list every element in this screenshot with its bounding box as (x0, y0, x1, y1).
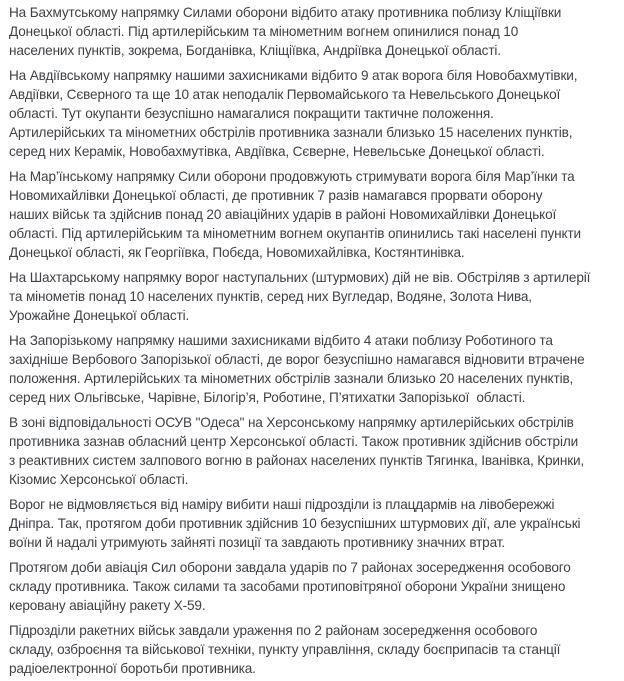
text-line: складу противника. Також силами та засобами протиповітряної оборони України знищено (9, 579, 566, 594)
text-line: населених пунктів, зокрема, Богданівка, Кліщіївка, Андріївка Донецької області. (9, 43, 501, 58)
text-line: області. Під артилерійським та мінометним вогнем окупантів опинились такі населені пункти (9, 226, 582, 241)
paragraph (9, 621, 624, 678)
text-line: положення. Артилерійських та мінометних обстрілів зазнали близько 20 населених пунктів, (9, 371, 574, 386)
text-line: та мінометів понад 10 населених пунктів, серед них Вугледар, Водяне, Золота Нива, (9, 289, 532, 304)
text-line: Донецької області. Під артилерійським та мінометним вогнем опинилися понад 10 (9, 24, 519, 39)
text-line: західніше Вербового Запорізької області, де ворог безуспішно намагався відновити втрачене (9, 352, 585, 367)
text-line: серед них Ольгівське, Чарівне, Білогір’я, Роботине, П’ятихатки Запорізької області. (9, 390, 526, 405)
text-line: складу, озброєння та військової техніки, пункту управління, складу боєприпасів та станції (9, 642, 561, 657)
text-line: На Авдіївському напрямку нашими захисниками відбито 9 атак ворога біля Новобахмутівки, (9, 68, 578, 83)
paragraph (9, 167, 624, 262)
text-line: Протягом доби авіація Сил оборони завдала ударів по 7 районах зосередження особового (9, 560, 571, 575)
paragraph (9, 268, 624, 325)
text-line: На Шахтарському напрямку ворог наступальних (штурмових) дій не вів. Обстріляв з артилерії (9, 270, 591, 285)
text-line: На Бахмутському напрямку Силами оборони відбито атаку противника поблизу Кліщіївки (9, 5, 562, 20)
paragraph (9, 66, 624, 161)
text-line: воїни й надалі утримують зайняті позиції та завдають противнику значних втрат. (9, 535, 505, 550)
paragraph (9, 495, 624, 552)
text-line: з реактивних систем залпового вогню в районах населених пунктів Тягинка, Іванівка, Кринки, (9, 453, 585, 468)
paragraph (9, 413, 624, 489)
text-line: радіоелектронної боротьби противника. (9, 661, 256, 676)
text-line: В зоні відповідальності ОСУВ "Одеса" на Херсонському напрямку артилерійських обстрілів (9, 415, 574, 430)
text-line: На Мар’їнському напрямку Сили оборони продовжують стримувати ворога біля Мар’їнки та (9, 169, 575, 184)
paragraph (9, 331, 624, 407)
text-line: наших військ та здійснив понад 20 авіаційних ударів в районі Новомихайлівки Донецької (9, 207, 557, 222)
text-line: Донецької області, як Георгіївка, Побєда, Новомихайлівка, Костянтинівка. (9, 245, 465, 260)
text-line: Артилерійських та мінометних обстрілів противника зазнали близько 15 населених пунктів, (9, 125, 573, 140)
text-line: Новомихайлівки Донецької області, де противник 7 разів намагався прорвати оборону (9, 188, 543, 203)
paragraph (9, 3, 624, 60)
text-line: противника зазнав обласний центр Херсонської області. Також противник здійснив обстріли (9, 434, 579, 449)
text-line: Підрозділи ракетних військ завдали ураження по 2 районам зосередження особового (9, 623, 538, 638)
text-line: Ворог не відмовляється від наміру вибити наші підрозділи із плацдармів на лівобережжі (9, 497, 555, 512)
paragraph (9, 558, 624, 615)
text-line: Дніпра. Так, протягом доби противник здійснив 10 безуспішних штурмових дії, але українські (9, 516, 581, 531)
text-line: керовану авіаційну ракету Х-59. (9, 598, 206, 613)
text-line: Кізомис Херсонської області. (9, 472, 189, 487)
text-line: області. Тут окупанти безуспішно намагалися покращити тактичне положення. (9, 106, 494, 121)
text-line: Авдіївки, Сєверного та ще 10 атак неподалік Первомайського та Невельського Донецької (9, 87, 561, 102)
text-line: серед них Керамік, Новобахмутівка, Авдіївка, Сєверне, Невельське Донецької області. (9, 144, 545, 159)
text-line: На Запорізькому напрямку нашими захисниками відбито 4 атаки поблизу Роботиного та (9, 333, 553, 348)
text-line: Урожайне Донецької області. (9, 308, 190, 323)
